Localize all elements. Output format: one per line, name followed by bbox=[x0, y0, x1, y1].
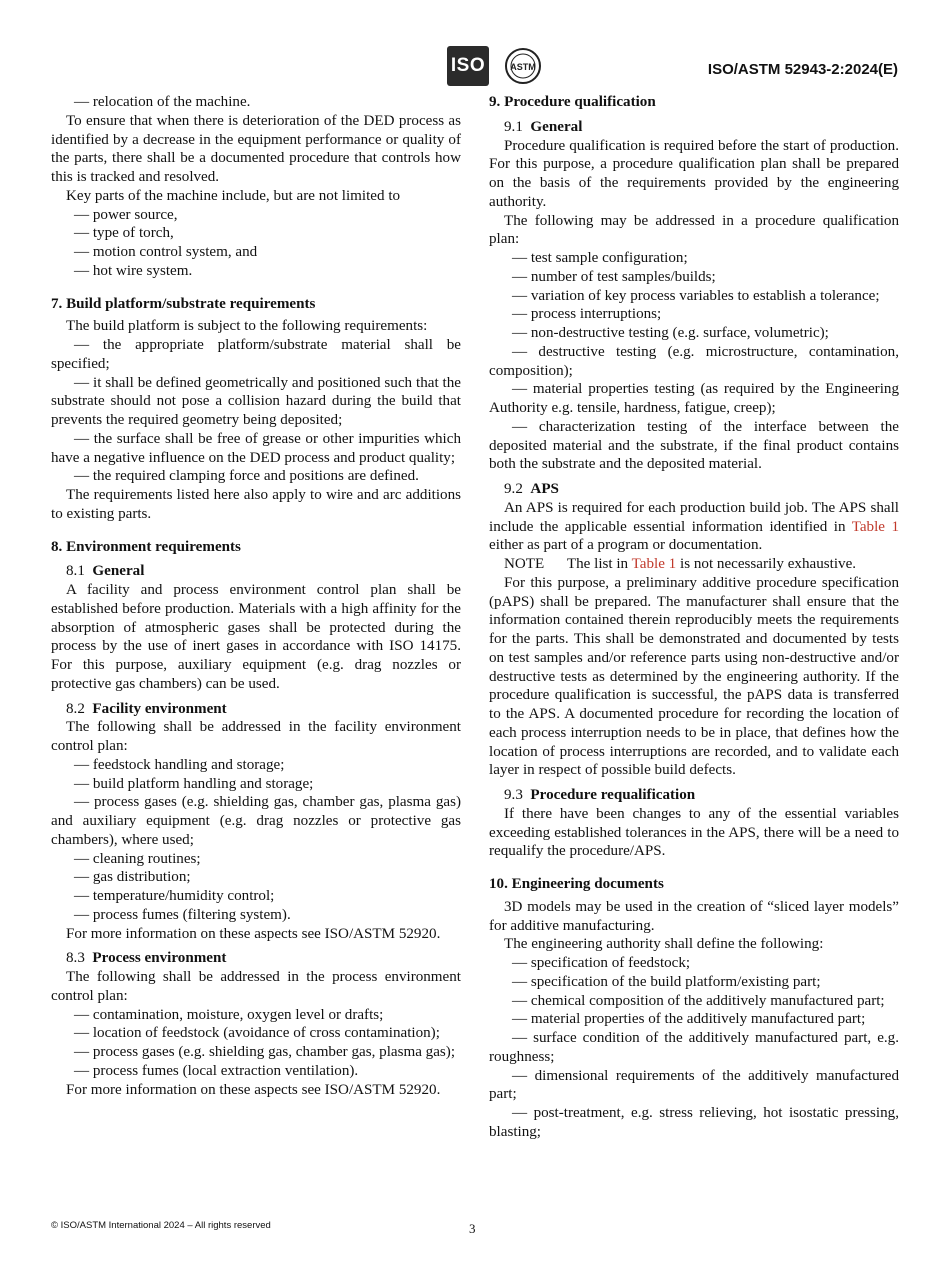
paragraph: The build platform is subject to the following requirements: bbox=[66, 318, 428, 335]
right-column bbox=[489, 93, 899, 1142]
paragraph: If there have been changes to any of the essential variables exceeding established tolerances in the APS, there will be a need to requalify the procedure/APS. bbox=[489, 805, 899, 860]
list-item: — dimensional requirements of the additively manufactured part; bbox=[489, 1067, 899, 1103]
astm-logo-text: ASTM bbox=[510, 62, 536, 72]
subsection-heading-8-1: 8.1 General bbox=[66, 563, 145, 580]
list-item: — post-treatment, e.g. stress relieving, hot isostatic pressing, blasting; bbox=[489, 1105, 899, 1140]
paragraph: The requirements listed here also apply to wire and arc additions to existing parts. bbox=[51, 487, 461, 522]
paragraph: Key parts of the machine include, but are not limited to bbox=[66, 187, 401, 204]
list-item: — number of test samples/builds; bbox=[512, 268, 716, 285]
left-column bbox=[51, 93, 461, 1099]
paragraph: Procedure qualification is required before the start of production. For this purpose, a procedure qualification plan shall be prepared on the basis of the requirements provided by the engineering authority. bbox=[489, 137, 899, 210]
paragraph: To ensure that when there is deterioration of the DED process as identified by a decrease in the equipment performance or quality of the parts, there shall be a documented procedure that controls how this is tracked and resolved. bbox=[51, 112, 461, 185]
list-item: — the required clamping force and positions are defined. bbox=[74, 468, 419, 485]
table-1-link[interactable]: Table 1 bbox=[631, 556, 677, 572]
list-item: — material properties testing (as required by the Engineering Authority e.g. tensile, hardness, fatigue, creep); bbox=[489, 381, 899, 416]
list-item: — destructive testing (e.g. microstructure, contamination, composition); bbox=[489, 343, 899, 379]
section-heading-8: 8. Environment requirements bbox=[51, 538, 241, 555]
list-item: — cleaning routines; bbox=[74, 850, 201, 867]
paragraph: For this purpose, a preliminary additive procedure specification (pAPS) shall be prepared. The manufacturer shall ensure that the information contained therein reproducibly meets the requirements for the parts. This shall be demonstrated and documented by tests on test samples and/or reference parts using non-destructive and/or destructive tests as determined by the engineering authority. If the procedure qualification is successful, the pAPS data is transferred to the APS. A documented procedure for recording the location of each process interruption needs to be in place, that defines how the location of process interruptions are recorded, and to validate each layer in respect of possible build defects. bbox=[489, 574, 899, 779]
paragraph: The following shall be addressed in the facility environment control plan: bbox=[51, 719, 461, 754]
page-number: 3 bbox=[469, 1221, 476, 1236]
list-item: — process fumes (filtering system). bbox=[74, 906, 291, 923]
paragraph: An APS is required for each production build job. The APS shall include the applicable essential information identified in Table 1 either as part of a program or documentation. bbox=[489, 499, 900, 554]
paragraph: The following may be addressed in a procedure qualification plan: bbox=[489, 212, 899, 248]
paragraph: For more information on these aspects see ISO/ASTM 52920. bbox=[66, 925, 441, 942]
list-item: — motion control system, and bbox=[74, 244, 258, 260]
subsection-heading-9-3: 9.3 Procedure requalification bbox=[504, 787, 696, 803]
list-item: — material properties of the additively manufactured part; bbox=[512, 1011, 866, 1028]
list-item: — it shall be defined geometrically and positioned such that the substrate should not pose a collision hazard during the build that prevents the required geometry being deposited; bbox=[51, 374, 461, 428]
list-item: — specification of feedstock; bbox=[512, 955, 691, 971]
list-item: — power source, bbox=[74, 206, 178, 223]
subsection-heading-8-2: 8.2 Facility environment bbox=[66, 700, 227, 717]
paragraph: For more information on these aspects see ISO/ASTM 52920. bbox=[66, 1081, 441, 1098]
list-item: — type of torch, bbox=[74, 225, 174, 242]
list-item: — location of feedstock (avoidance of cross contamination); bbox=[74, 1025, 440, 1042]
paragraph: The engineering authority shall define the following: bbox=[504, 936, 824, 953]
astm-logo bbox=[503, 46, 543, 86]
list-item: — contamination, moisture, oxygen level or drafts; bbox=[74, 1006, 384, 1023]
list-item: — chemical composition of the additively manufactured part; bbox=[512, 992, 885, 1009]
list-item: — hot wire system. bbox=[74, 262, 193, 279]
copyright-footer: © ISO/ASTM International 2024 – All rights reserved bbox=[51, 1220, 271, 1231]
list-item: — characterization testing of the interface between the deposited material and the substrate, if the final product contains both the substrate and the deposited material. bbox=[489, 418, 899, 473]
list-item: — process interruptions; bbox=[512, 306, 662, 323]
note: NOTE The list in Table 1 is not necessarily exhaustive. bbox=[504, 556, 857, 572]
list-item: — test sample configuration; bbox=[512, 250, 688, 266]
list-item: — surface condition of the additively manufactured part, e.g. roughness; bbox=[489, 1030, 899, 1065]
section-heading-10: 10. Engineering documents bbox=[489, 876, 664, 892]
list-item: — temperature/humidity control; bbox=[74, 888, 275, 904]
list-item: — build platform handling and storage; bbox=[74, 775, 314, 792]
section-heading-7: 7. Build platform/substrate requirements bbox=[51, 295, 316, 312]
list-item: — feedstock handling and storage; bbox=[74, 756, 285, 773]
subsection-heading-8-3: 8.3 Process environment bbox=[66, 950, 227, 967]
paragraph: A facility and process environment control plan shall be established before production. Materials with a high affinity for the absorption of atmospheric gases shall be protected during the process by the use of inert gases in accordance with ISO 14175. For this purpose, auxiliary equipment (e.g. drag nozzles or protective gas chambers) can be used. bbox=[51, 582, 461, 692]
paragraph: — relocation of the machine. bbox=[74, 94, 251, 110]
iso-logo: ISO bbox=[447, 46, 489, 86]
paragraph: The following shall be addressed in the process environment control plan: bbox=[51, 969, 461, 1004]
section-heading-9: 9. Procedure qualification bbox=[489, 94, 656, 110]
table-1-link[interactable]: Table 1 bbox=[851, 518, 900, 535]
list-item: — variation of key process variables to establish a tolerance; bbox=[512, 287, 880, 304]
list-item: — the surface shall be free of grease or other impurities which have a negative influence on the DED process and product quality; bbox=[51, 430, 461, 466]
subsection-heading-9-1: 9.1 General bbox=[504, 118, 583, 135]
list-item: — gas distribution; bbox=[74, 869, 191, 886]
list-item: — process gases (e.g. shielding gas, chamber gas, plasma gas) and auxiliary equipment (e.g. drag nozzles or protective gas chambers), where used; bbox=[51, 794, 461, 848]
list-item: — the appropriate platform/substrate material shall be specified; bbox=[51, 337, 461, 372]
list-item: — process fumes (local extraction ventilation). bbox=[74, 1062, 359, 1079]
list-item: — non-destructive testing (e.g. surface, volumetric); bbox=[512, 325, 829, 341]
paragraph: 3D models may be used in the creation of “sliced layer models” for additive manufacturing. bbox=[489, 898, 899, 934]
list-item: — specification of the build platform/existing part; bbox=[512, 973, 821, 990]
subsection-heading-9-2: 9.2 APS bbox=[504, 481, 559, 497]
list-item: — process gases (e.g. shielding gas, chamber gas, plasma gas); bbox=[74, 1044, 456, 1060]
header-logos bbox=[447, 46, 543, 86]
document-id: ISO/ASTM 52943-2:2024(E) bbox=[707, 61, 898, 78]
